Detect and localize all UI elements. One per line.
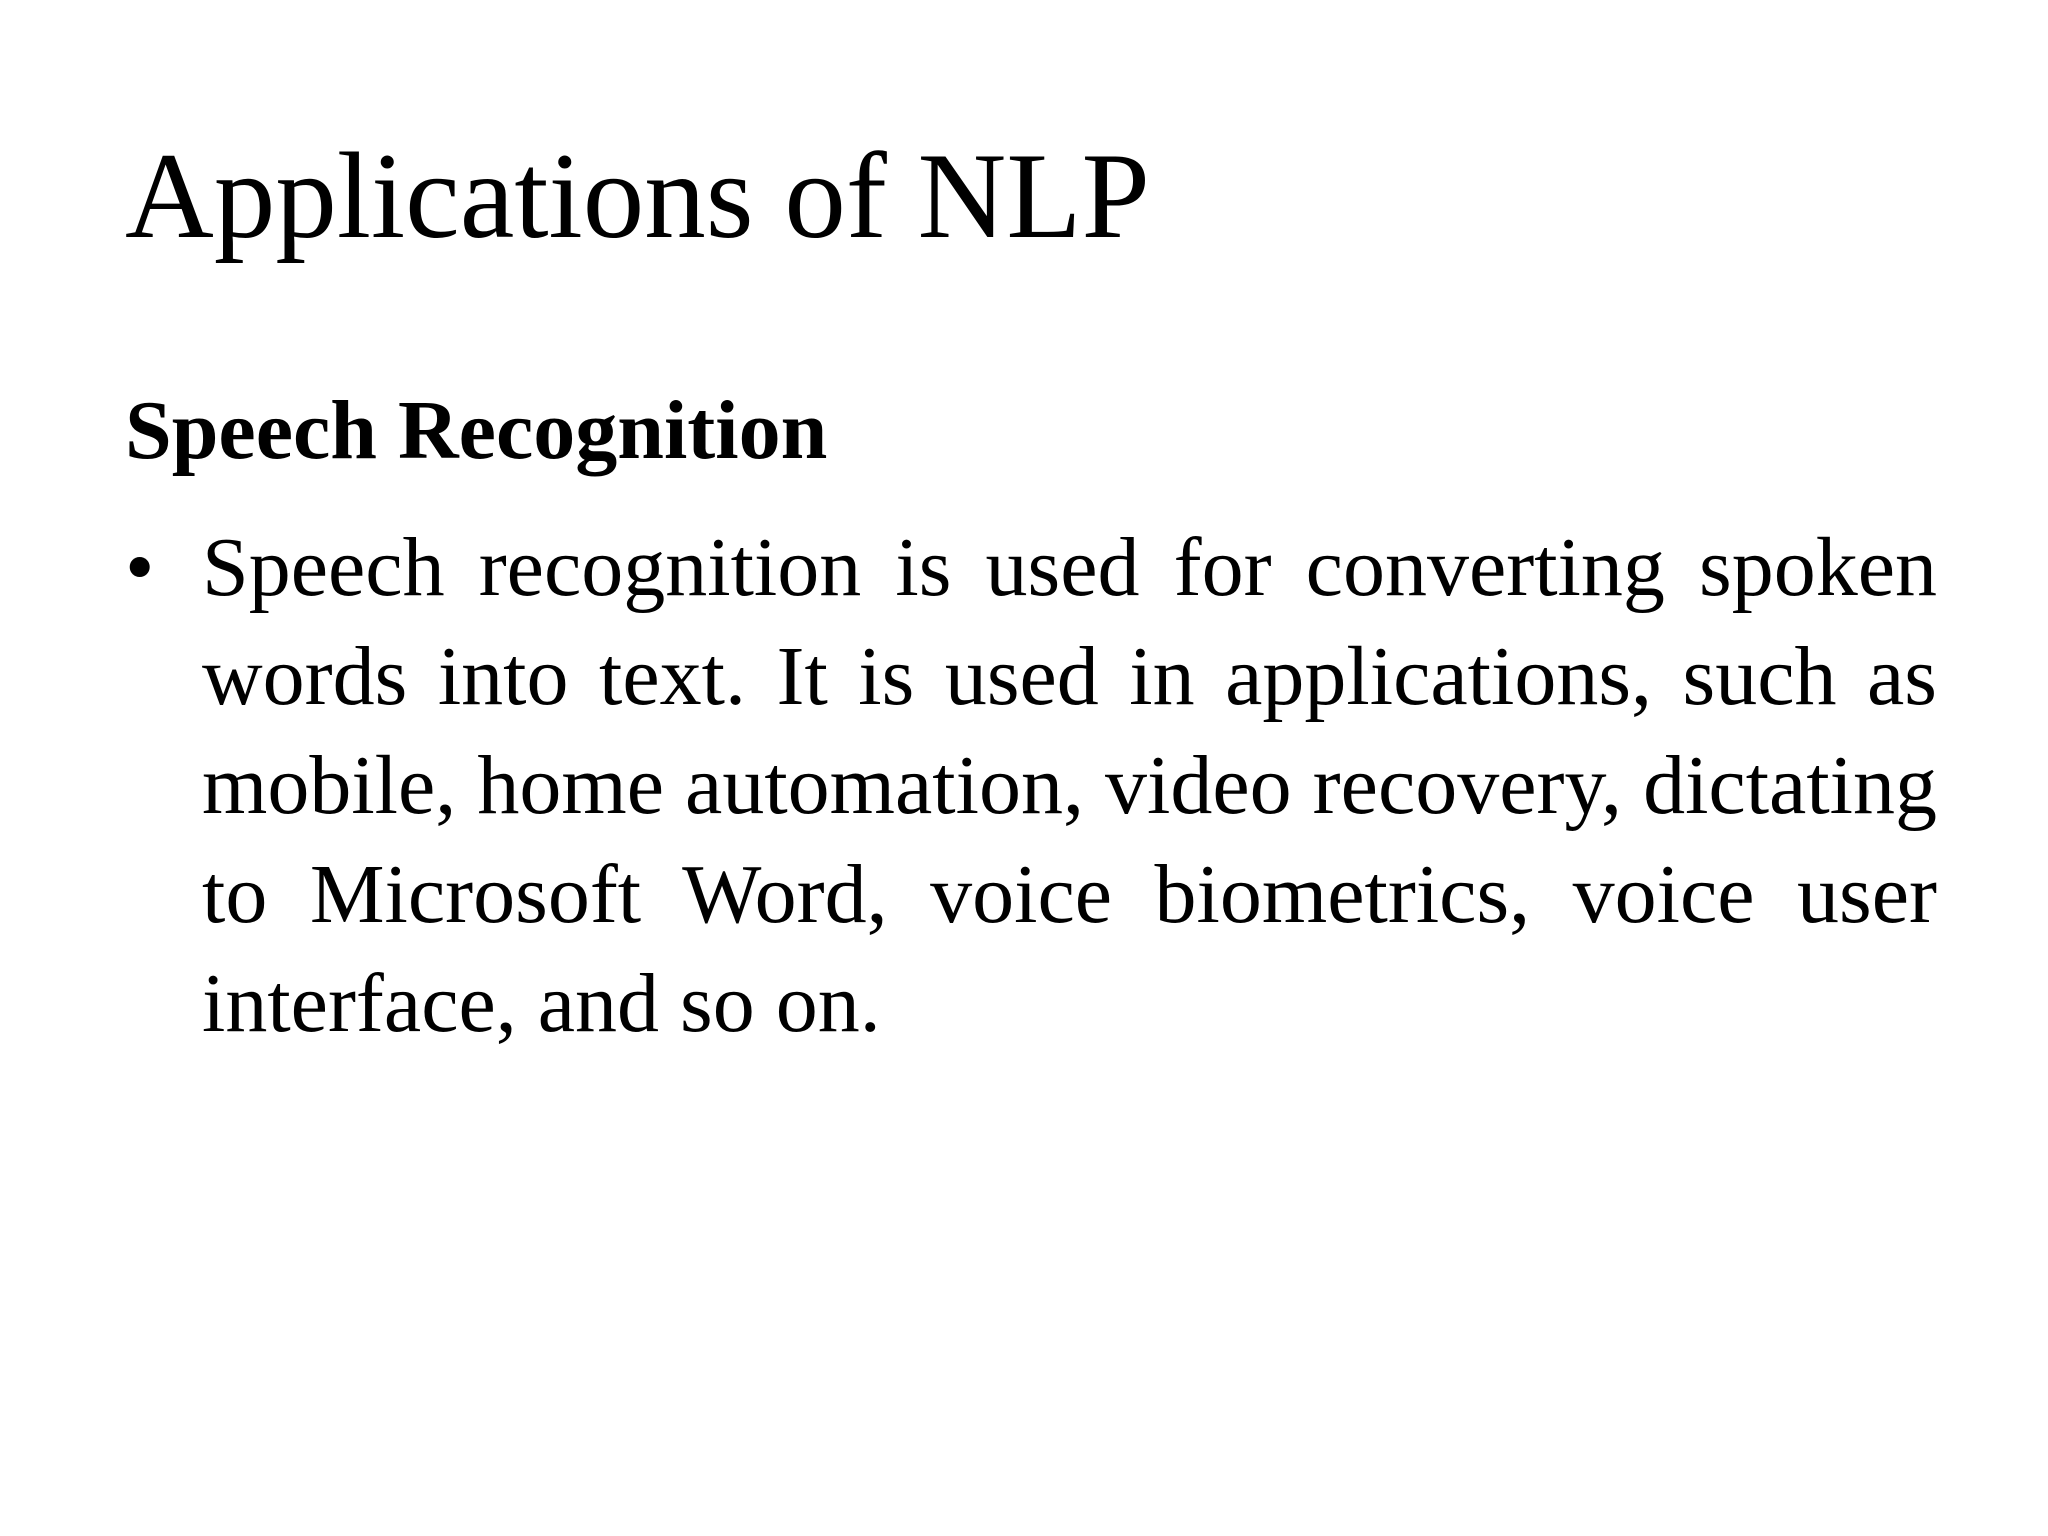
bullet-marker: •: [125, 521, 155, 614]
slide-title: Applications of NLP: [125, 127, 1150, 264]
section-heading: Speech Recognition: [125, 384, 828, 477]
bullet-list: [125, 513, 1937, 1058]
bullet-item: [125, 513, 1937, 1058]
bullet-text: Speech recognition is used for converting spoken words into text. It is used in applications, such as mobile, home automation, video recovery, dictating to Microsoft Word, voice biometrics, voice user interface, and so on.: [202, 521, 1937, 1050]
